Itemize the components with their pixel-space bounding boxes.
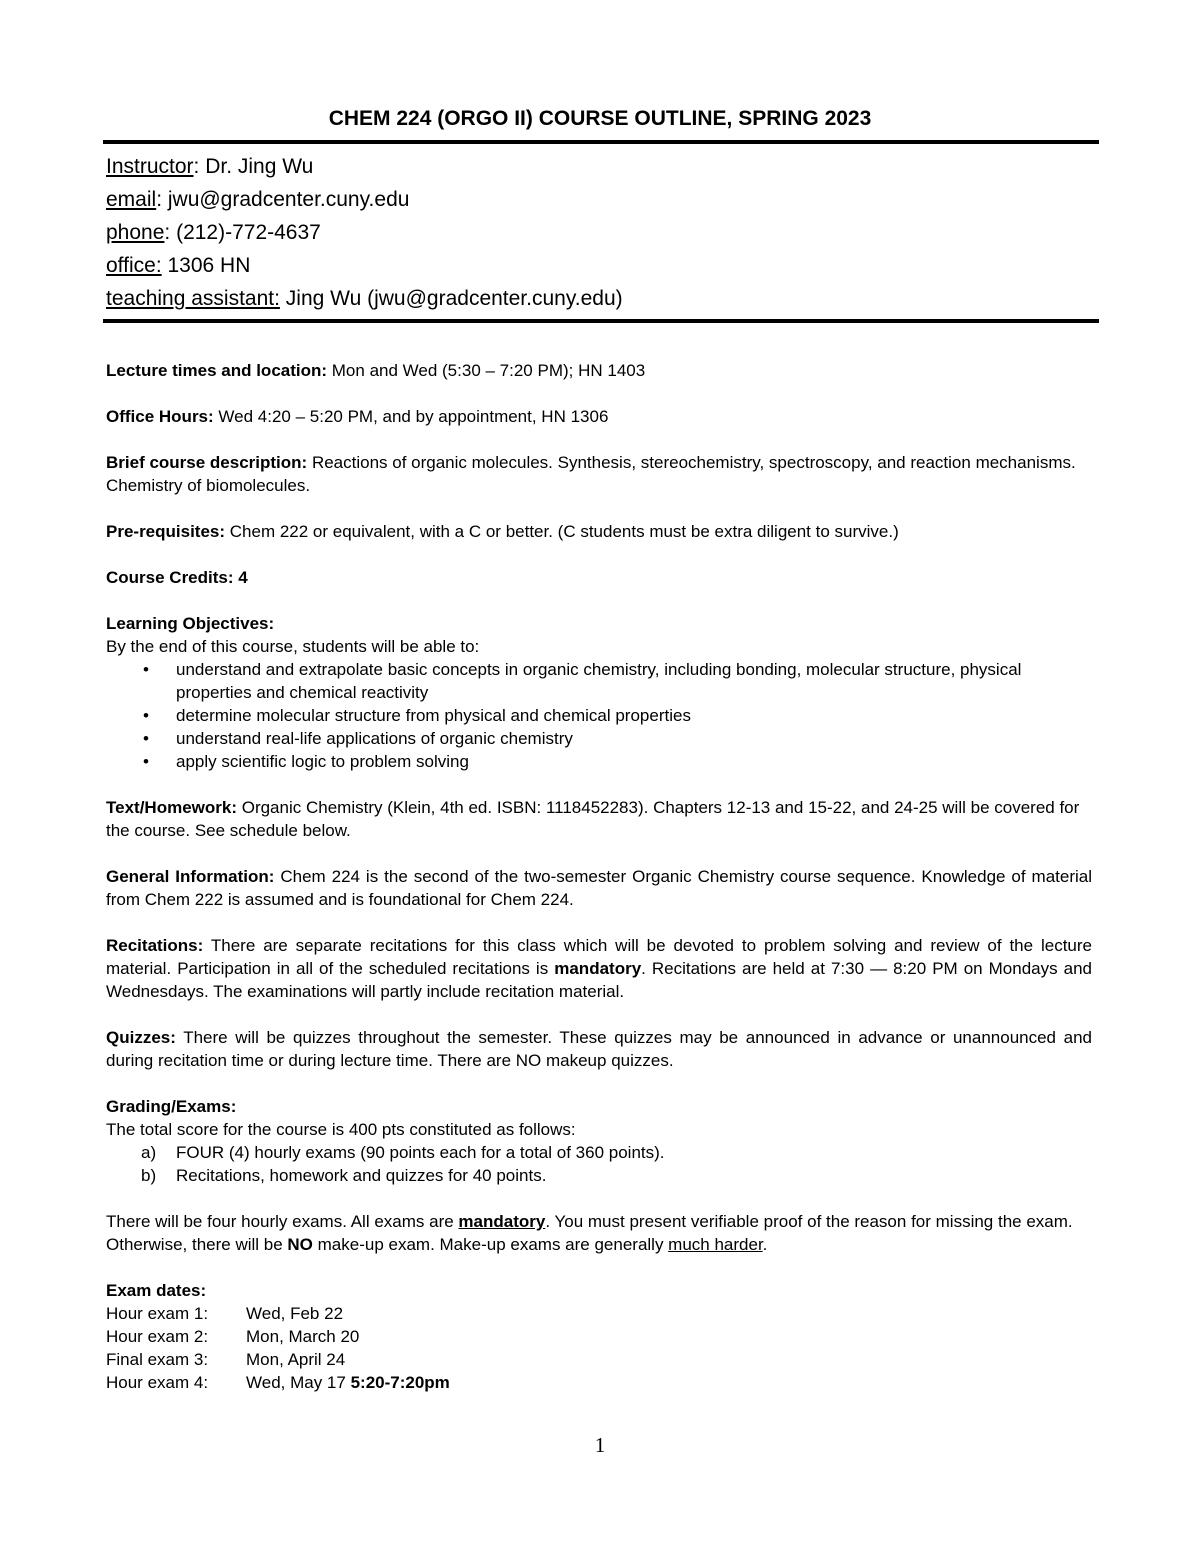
exam-date-row <box>106 1302 1092 1325</box>
office-label: office: <box>106 254 162 277</box>
exam-date: Wed, Feb 22 <box>246 1304 344 1323</box>
quizzes-label: Quizzes: <box>106 1028 176 1047</box>
grading-item-text: Recitations, homework and quizzes for 40 points. <box>176 1166 547 1185</box>
email-label: email <box>106 188 157 211</box>
text-homework-text: Organic Chemistry (Klein, 4th ed. ISBN: 1118452283). Chapters 12-13 and 15-22, and 24-25 will be covered for the course. See schedule below. <box>106 798 1080 840</box>
recitations-text-1: There are separate recitations for this class which will be devoted to problem solving and review of the lecture material. Participation in all of the scheduled recitations is <box>106 936 1092 978</box>
office-value: 1306 HN <box>161 254 251 277</box>
exam-policy-text-1: There will be four hourly exams. All exams are <box>106 1212 459 1231</box>
document-title: CHEM 224 (ORGO II) COURSE OUTLINE, SPRING 2023 <box>328 107 872 130</box>
exam-date-row <box>106 1371 1092 1394</box>
lecture-text: Mon and Wed (5:30 – 7:20 PM); HN 1403 <box>327 361 646 380</box>
ta-label: teaching assistant: <box>106 287 280 310</box>
exam-name: Hour exam 4: <box>106 1373 209 1392</box>
grading-marker: b) <box>141 1166 157 1185</box>
prereq-section <box>106 520 1092 543</box>
exam-policy-no: NO <box>287 1235 313 1254</box>
quizzes-section <box>106 1026 1092 1072</box>
description-label: Brief course description: <box>106 453 308 472</box>
phone-label: phone <box>106 221 165 244</box>
instructor-value: : Dr. Jing Wu <box>193 155 314 178</box>
text-homework-label: Text/Homework: <box>106 798 237 817</box>
exam-policy-text-3: make-up exam. Make-up exams are generally <box>312 1235 669 1254</box>
recitations-section <box>106 934 1092 1003</box>
email-line <box>106 183 623 216</box>
office-line <box>106 249 623 282</box>
exam-policy-much-harder: much harder <box>668 1235 763 1254</box>
prereq-text: Chem 222 or equivalent, with a C or better. (C students must be extra diligent to survive.) <box>225 522 899 541</box>
ta-line <box>106 282 623 315</box>
recitations-mandatory: mandatory <box>554 959 642 978</box>
page-number: 1 <box>594 1433 606 1457</box>
office-hours-text: Wed 4:20 – 5:20 PM, and by appointment, HN 1306 <box>213 407 609 426</box>
office-hours-label: Office Hours: <box>106 407 214 426</box>
exam-policy-section <box>106 1210 1092 1256</box>
credits-section <box>106 566 1092 589</box>
grading-list <box>106 1141 1092 1187</box>
recitations-label: Recitations: <box>106 936 204 955</box>
exam-time: 5:20-7:20pm <box>350 1373 450 1392</box>
exam-policy-text-2: . You must present verifiable proof of the reason for missing the exam. Otherwise, there will be <box>106 1212 1073 1254</box>
grading-marker: a) <box>141 1143 157 1162</box>
phone-value: : (212)-772-4637 <box>164 221 321 244</box>
phone-line <box>106 216 623 249</box>
email-value: : jwu@gradcenter.cuny.edu <box>156 188 410 211</box>
recitations-text-2: . Recitations are held at 7:30 — 8:20 PM on Mondays and Wednesdays. The examinations will partly include recitation material. <box>106 959 1093 1001</box>
objectives-label: Learning Objectives: <box>106 614 275 633</box>
credits-label: Course Credits: 4 <box>106 568 248 587</box>
exam-policy-mandatory: mandatory <box>458 1212 546 1231</box>
instructor-label: Instructor <box>106 155 194 178</box>
exam-policy-text-4: . <box>762 1235 768 1254</box>
description-text: Reactions of organic molecules. Synthesis, stereochemistry, spectroscopy, and reaction mechanisms. Chemistry of biomolecules. <box>106 453 1076 495</box>
general-info-label: General Information: <box>106 867 275 886</box>
top-rule <box>103 140 1099 144</box>
objective-item: • apply scientific logic to problem solving <box>176 750 1092 773</box>
description-section <box>106 451 1092 497</box>
lecture-label: Lecture times and location: <box>106 361 328 380</box>
quizzes-text: There will be quizzes throughout the semester. These quizzes may be announced in advance or unannounced and during recitation time or during lecture time. There are NO makeup quizzes. <box>106 1028 1092 1070</box>
grading-label: Grading/Exams: <box>106 1097 237 1116</box>
bottom-rule <box>103 319 1099 323</box>
grading-item <box>141 1164 1092 1187</box>
contact-block <box>106 150 623 315</box>
objectives-intro: By the end of this course, students will be able to: <box>106 637 480 656</box>
document-body <box>106 359 1092 1417</box>
exam-date-row <box>106 1348 1092 1371</box>
lecture-section <box>106 359 1092 382</box>
prereq-label: Pre-requisites: <box>106 522 226 541</box>
instructor-line <box>106 150 623 183</box>
grading-section <box>106 1095 1092 1187</box>
objectives-section <box>106 612 1092 773</box>
exam-name: Hour exam 2: <box>106 1327 209 1346</box>
grading-item-text: FOUR (4) hourly exams (90 points each for a total of 360 points). <box>176 1143 665 1162</box>
exam-date: Mon, April 24 <box>246 1350 346 1369</box>
exam-date-row <box>106 1325 1092 1348</box>
general-info-section <box>106 865 1092 911</box>
exam-date: Wed, May 17 <box>246 1373 351 1392</box>
exam-date: Mon, March 20 <box>246 1327 360 1346</box>
exam-dates-label: Exam dates: <box>106 1281 207 1300</box>
objective-item: • determine molecular structure from physical and chemical properties <box>176 704 1092 727</box>
objectives-list <box>106 658 1092 773</box>
objective-item: • understand real-life applications of organic chemistry <box>176 727 1092 750</box>
exam-dates-section <box>106 1279 1092 1394</box>
grading-intro: The total score for the course is 400 pts constituted as follows: <box>106 1120 576 1139</box>
grading-item <box>141 1141 1092 1164</box>
text-homework-section <box>106 796 1092 842</box>
objective-item: • understand and extrapolate basic concepts in organic chemistry, including bonding, molecular structure, physical properties and chemical reactivity <box>176 658 1092 704</box>
exam-name: Final exam 3: <box>106 1350 209 1369</box>
exam-name: Hour exam 1: <box>106 1304 209 1323</box>
office-hours-section <box>106 405 1092 428</box>
general-info-text: Chem 224 is the second of the two-semester Organic Chemistry course sequence. Knowledge of material from Chem 222 is assumed and is foundational for Chem 224. <box>106 867 1093 909</box>
ta-value: Jing Wu (jwu@gradcenter.cuny.edu) <box>279 287 623 310</box>
